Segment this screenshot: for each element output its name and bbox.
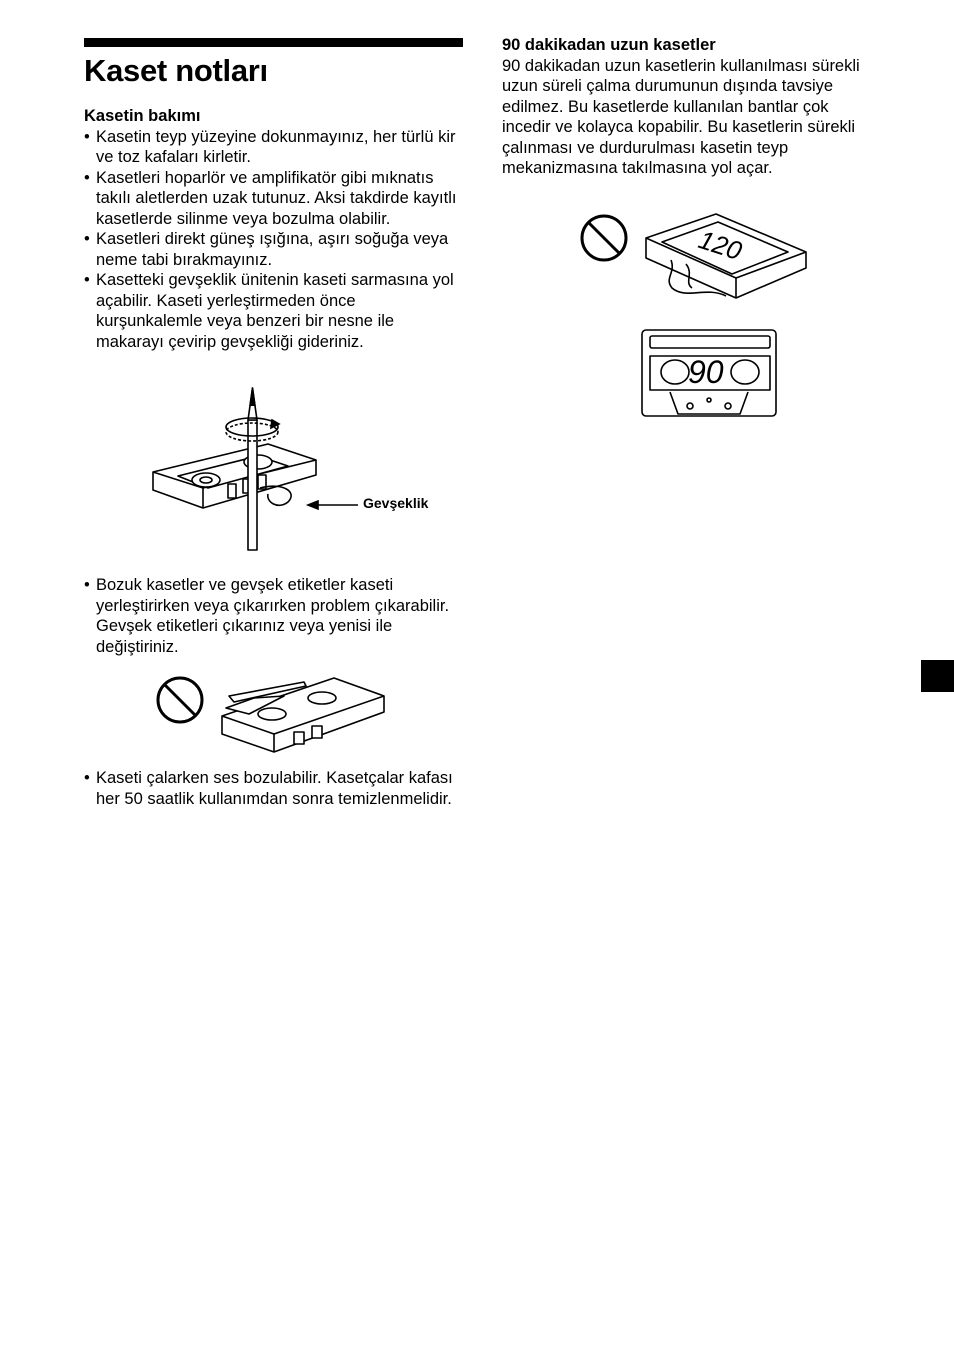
care-bullet-2: • Kasetleri hoparlör ve amplifikatör gibi mıknatıs takılı aletlerden uzak tutunuz. Aksi takdirde kayıtlı kasetlerde silinme veya bozulma olabilir. <box>84 168 469 230</box>
left-column <box>84 38 469 352</box>
right-column <box>502 35 882 179</box>
no-entry-icon <box>582 216 626 260</box>
title-rule <box>84 38 463 47</box>
care-bullet-1: • Kasetin teyp yüzeyine dokunmayınız, her türlü kir ve toz kafaları kirletir. <box>84 127 469 168</box>
long-tapes-heading: 90 dakikadan uzun kasetler <box>502 36 716 54</box>
labels-bullet: • Bozuk kasetler ve gevşek etiketler kaseti yerleştirirken veya çıkarırken problem çıkarabilir. Gevşek etiketleri çıkarınız veya yenisi ile değiştiriniz. <box>84 575 454 657</box>
slack-label: Gevşeklik <box>363 495 429 511</box>
no-entry-icon <box>158 678 202 722</box>
care-bullet-4: • Kasetteki gevşeklik ünitenin kaseti sarmasına yol açabilir. Kaseti yerleştirmeden önce kurşunkalemle veya benzeri bir nesne ile makarayı çevirip gevşekliği gideriniz. <box>84 270 466 352</box>
page-title: Kaset notları <box>84 53 268 88</box>
care-heading: Kasetin bakımı <box>84 107 201 125</box>
slack-cassette-figure <box>148 380 363 555</box>
care-bullet-3: • Kasetleri direkt güneş ışığına, aşırı soğuğa veya neme tabi bırakmayınız. <box>84 229 469 270</box>
side-tab-marker <box>921 660 954 692</box>
cassette-90-figure <box>640 328 780 420</box>
cassette-90-label: 90 <box>688 354 724 390</box>
head-bullet: • Kaseti çalarken ses bozulabilir. Kasetçalar kafası her 50 saatlik kullanımdan sonra temizlenmelidir. <box>84 768 454 809</box>
labels-section <box>84 575 454 657</box>
cassette-120-figure <box>576 208 816 308</box>
care-list <box>84 127 469 353</box>
head-section <box>84 768 454 809</box>
cassette-120-label: 120 <box>695 224 746 267</box>
loose-label-figure <box>154 668 389 763</box>
long-tapes-body: 90 dakikadan uzun kasetlerin kullanılması sürekli uzun süreli çalma durumunun dışında tavsiye edilmez. Bu kasetlerde kullanılan bantlar çok incedir ve kolayca kopabilir. Bu kasetlerin sürekli çalınması ve durdurulması kasetin teyp mekanizmasına takılmasına yol açar. <box>502 56 860 177</box>
